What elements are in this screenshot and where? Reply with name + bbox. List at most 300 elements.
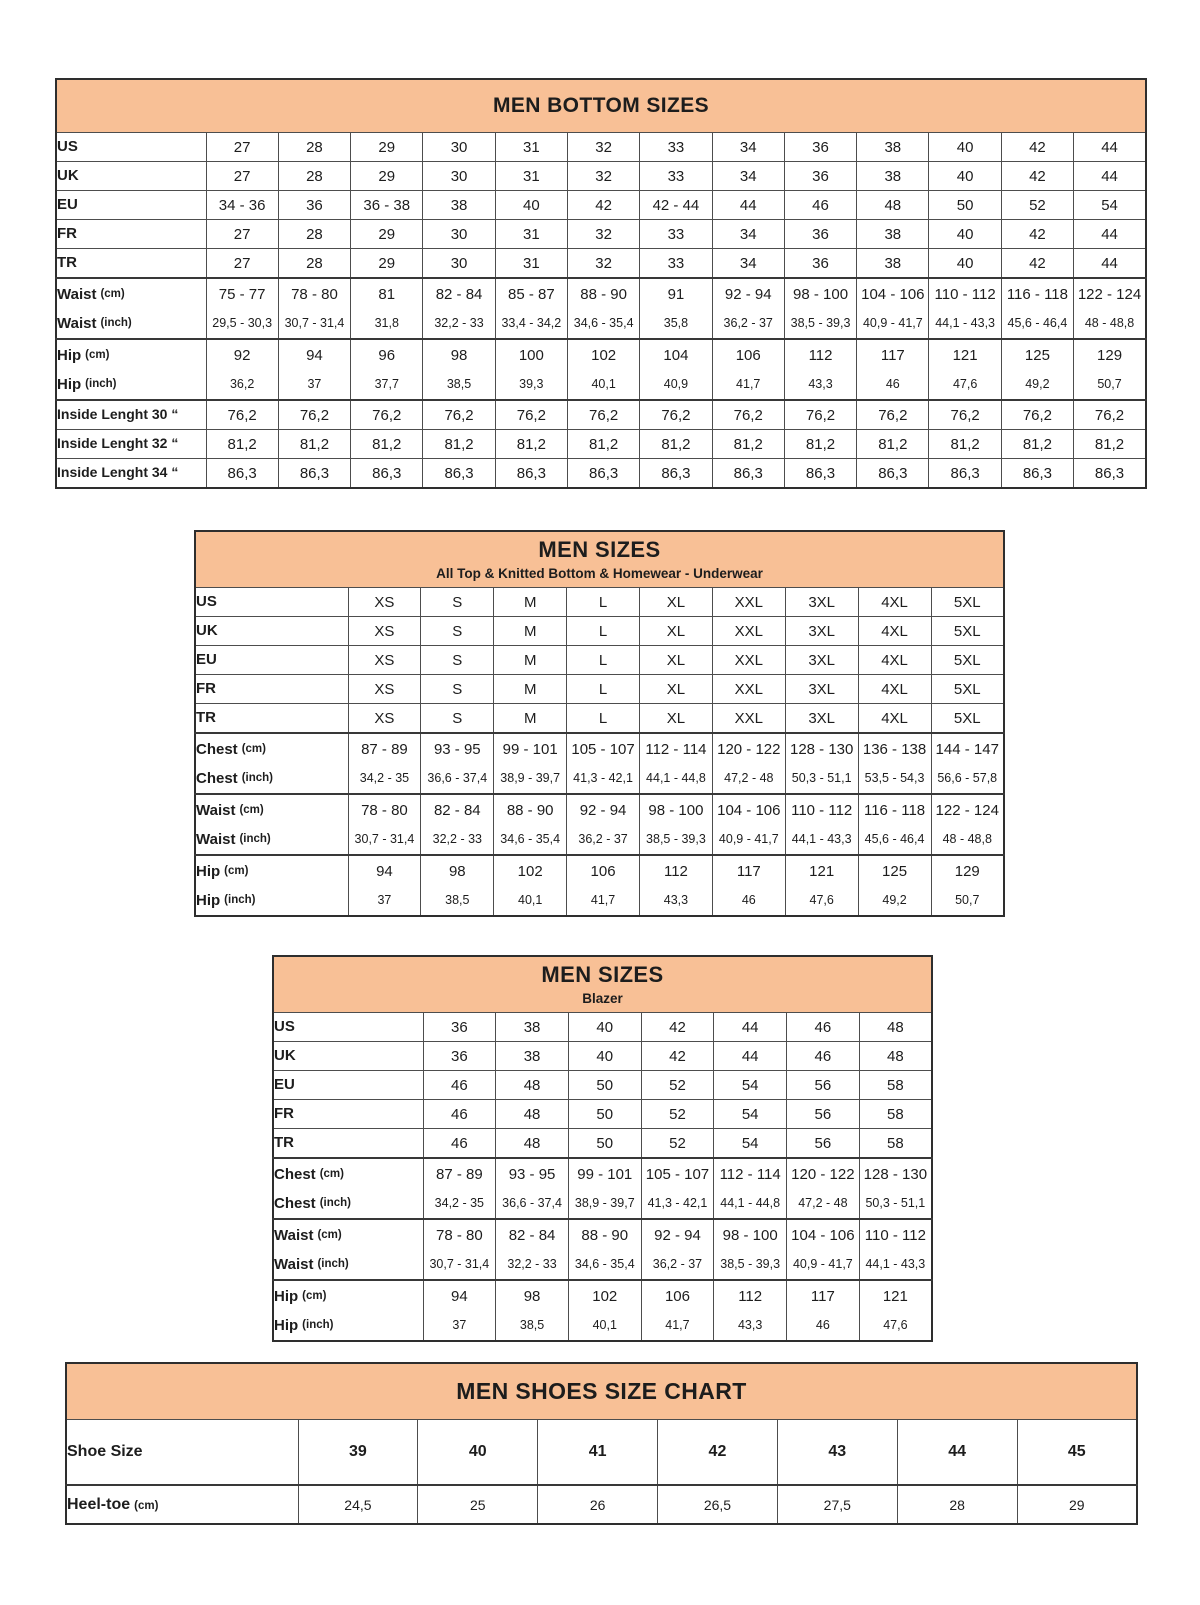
- size-cell: [421, 794, 494, 855]
- row-label-cell: [273, 1280, 423, 1341]
- size-cell: [858, 733, 931, 794]
- row-label: [196, 709, 348, 727]
- row-label-cell: [66, 1420, 298, 1486]
- size-value: 112: [738, 1287, 763, 1305]
- size-cell: [1074, 339, 1146, 400]
- size-cell: 42: [1001, 249, 1073, 279]
- table-row: [195, 794, 1004, 855]
- size-cell: [348, 855, 421, 916]
- size-cell: [785, 855, 858, 916]
- size-cell: 56: [787, 1129, 860, 1159]
- size-value: 40,9 - 41,7: [792, 1256, 853, 1271]
- size-value: 94: [376, 862, 393, 880]
- size-value: 36,2 - 37: [723, 315, 773, 330]
- row-label: [274, 1160, 423, 1189]
- size-value: 34,2 - 35: [434, 1195, 485, 1210]
- size-value: 128 - 130: [789, 740, 854, 758]
- size-value: 81: [378, 285, 396, 303]
- size-cell: 30: [423, 162, 495, 191]
- size-value: 50,7: [955, 892, 980, 907]
- size-value: 44,1 - 44,8: [720, 1195, 781, 1210]
- table-header-row: [56, 79, 1146, 133]
- size-value: 110 - 112: [791, 801, 853, 819]
- size-value: 37: [307, 376, 322, 391]
- row-label-unit: (inch): [85, 378, 117, 390]
- size-value: 53,5 - 54,3: [864, 770, 925, 785]
- size-value: 129: [1097, 346, 1123, 364]
- size-value: 38,9 - 39,7: [574, 1195, 635, 1210]
- size-value: 120 - 122: [791, 1165, 855, 1183]
- size-value: 92 - 94: [724, 285, 772, 303]
- size-cell: 48: [859, 1013, 932, 1042]
- row-label: [274, 1105, 423, 1123]
- size-value: 117: [810, 1287, 835, 1305]
- size-value: 45,6 - 46,4: [1007, 315, 1068, 330]
- size-value: 46: [815, 1317, 830, 1332]
- size-cell: 42: [1001, 133, 1073, 162]
- row-label-text: TR: [274, 1134, 294, 1151]
- size-cell: [714, 1219, 787, 1280]
- size-cell: 81,2: [278, 430, 350, 459]
- row-label-unit: (cm): [85, 349, 110, 361]
- size-value: 32,2 - 33: [432, 831, 482, 846]
- size-cell: [568, 1158, 641, 1219]
- size-value: 37: [377, 892, 392, 907]
- size-cell: L: [567, 646, 640, 675]
- size-value: 47,6: [809, 892, 834, 907]
- size-cell: 50: [568, 1071, 641, 1100]
- size-cell: 31: [495, 133, 567, 162]
- size-value: 102: [517, 862, 543, 880]
- size-value: 38,5: [446, 376, 472, 391]
- size-cell: 30: [423, 133, 495, 162]
- table-row: [273, 1219, 932, 1280]
- size-value: 47,6: [883, 1317, 908, 1332]
- row-label: [196, 796, 348, 825]
- men-shoes-size-chart-table: [65, 1362, 1138, 1525]
- size-cell: 86,3: [278, 459, 350, 489]
- size-cell: 42: [567, 191, 639, 220]
- table-header-row: [66, 1363, 1137, 1420]
- size-cell: XXL: [712, 675, 785, 704]
- table-title: MEN BOTTOM SIZES: [492, 94, 710, 118]
- row-label: [196, 593, 348, 611]
- table-row: [56, 220, 1146, 249]
- size-value: 44,1 - 43,3: [935, 315, 995, 330]
- size-cell: 81,2: [495, 430, 567, 459]
- size-cell: [348, 794, 421, 855]
- size-cell: 26: [538, 1485, 658, 1524]
- size-value: 30,7 - 31,4: [429, 1256, 490, 1271]
- size-cell: 30: [423, 220, 495, 249]
- size-cell: 36: [784, 249, 856, 279]
- row-label-cell: [56, 400, 206, 430]
- size-cell: 3XL: [785, 588, 858, 617]
- size-cell: 76,2: [1074, 400, 1146, 430]
- size-cell: 46: [423, 1129, 496, 1159]
- row-label: [57, 464, 206, 482]
- row-label: [67, 1496, 298, 1514]
- size-cell: [714, 1158, 787, 1219]
- size-value: 45,6 - 46,4: [864, 831, 925, 846]
- size-value: 50,3 - 51,1: [791, 770, 852, 785]
- size-cell: 31: [495, 220, 567, 249]
- size-value: 93 - 95: [433, 740, 481, 758]
- row-label-cell: [273, 1158, 423, 1219]
- size-cell: 28: [278, 220, 350, 249]
- size-value: 47,2 - 48: [724, 770, 774, 785]
- size-cell: [785, 733, 858, 794]
- row-label: [57, 309, 206, 338]
- size-cell: 86,3: [206, 459, 278, 489]
- size-cell: 3XL: [785, 646, 858, 675]
- size-table: [194, 530, 1005, 917]
- size-cell: [787, 1219, 860, 1280]
- row-label: [274, 1134, 423, 1152]
- size-value: 40,9 - 41,7: [862, 315, 923, 330]
- size-cell: [784, 339, 856, 400]
- size-cell: 40: [929, 249, 1001, 279]
- size-cell: 52: [1001, 191, 1073, 220]
- size-cell: [421, 855, 494, 916]
- size-cell: [858, 855, 931, 916]
- size-cell: 40: [929, 162, 1001, 191]
- size-value: 125: [1024, 346, 1050, 364]
- size-cell: 81,2: [929, 430, 1001, 459]
- size-value: 38,5 - 39,3: [646, 831, 706, 846]
- size-cell: [351, 278, 423, 339]
- size-cell: 5XL: [931, 704, 1004, 734]
- size-cell: [423, 1158, 496, 1219]
- size-cell: 81,2: [640, 430, 712, 459]
- size-cell: 33: [640, 249, 712, 279]
- size-cell: [714, 1280, 787, 1341]
- row-label: [274, 1311, 423, 1340]
- size-cell: 76,2: [567, 400, 639, 430]
- row-label-text: EU: [57, 196, 78, 213]
- row-label-cell: [56, 162, 206, 191]
- row-label-cell: [56, 430, 206, 459]
- row-label: [57, 280, 206, 309]
- size-value: 82 - 84: [433, 801, 481, 819]
- size-cell: 36: [784, 162, 856, 191]
- size-value: 117: [736, 862, 761, 880]
- size-cell: [787, 1158, 860, 1219]
- size-cell: [859, 1219, 932, 1280]
- table-row: [273, 1071, 932, 1100]
- row-label-text: EU: [196, 651, 217, 668]
- size-cell: [567, 794, 640, 855]
- size-value: 78 - 80: [361, 801, 408, 819]
- table-row: [56, 400, 1146, 430]
- size-cell: 81,2: [351, 430, 423, 459]
- size-value: 116 - 118: [863, 801, 926, 819]
- size-value: 136 - 138: [862, 740, 927, 758]
- row-label-cell: [273, 1071, 423, 1100]
- table-subtitle: Blazer: [582, 990, 623, 1006]
- row-label-cell: [273, 1129, 423, 1159]
- size-cell: M: [494, 617, 567, 646]
- size-value: 92 - 94: [654, 1226, 701, 1244]
- size-cell: L: [567, 675, 640, 704]
- row-label: [196, 735, 348, 764]
- size-value: 40,9 - 41,7: [718, 831, 779, 846]
- size-cell: 54: [714, 1100, 787, 1129]
- size-cell: 76,2: [929, 400, 1001, 430]
- size-cell: 42: [1001, 162, 1073, 191]
- size-cell: M: [494, 675, 567, 704]
- size-cell: 28: [278, 162, 350, 191]
- size-cell: 5XL: [931, 675, 1004, 704]
- row-label-text: US: [57, 138, 78, 155]
- size-cell: [1001, 339, 1073, 400]
- size-cell: 28: [278, 249, 350, 279]
- table-row: [195, 855, 1004, 916]
- size-cell: 27: [206, 162, 278, 191]
- size-cell: [787, 1280, 860, 1341]
- size-value: 40,1: [591, 376, 616, 391]
- size-cell: 50: [929, 191, 1001, 220]
- size-value: 99 - 101: [502, 740, 558, 758]
- size-value: 36,2 - 37: [652, 1256, 703, 1271]
- table-row: [273, 1129, 932, 1159]
- size-cell: 76,2: [351, 400, 423, 430]
- row-label-text: Inside Lenght 32 “: [57, 435, 179, 451]
- size-value: 50,3 - 51,1: [865, 1195, 926, 1210]
- size-value: 40,1: [592, 1317, 617, 1332]
- size-value: 40,9: [663, 376, 689, 391]
- size-value: 144 - 147: [935, 740, 999, 758]
- row-label: [274, 1282, 423, 1311]
- size-value: 92 - 94: [579, 801, 627, 819]
- row-label-unit: (cm): [134, 1499, 159, 1512]
- size-value: 106: [735, 346, 761, 364]
- row-label-text: Waist: [196, 830, 236, 848]
- row-label: [196, 886, 348, 915]
- size-cell: 4XL: [858, 617, 931, 646]
- row-label-text: TR: [196, 709, 216, 726]
- size-value: 102: [591, 346, 617, 364]
- size-value: 98: [450, 346, 468, 364]
- row-label-text: Hip: [57, 346, 82, 364]
- size-cell: 4XL: [858, 588, 931, 617]
- size-value: 48 - 48,8: [942, 831, 992, 846]
- size-value: 120 - 122: [717, 740, 781, 758]
- size-cell: 29: [351, 220, 423, 249]
- size-cell: 58: [859, 1100, 932, 1129]
- size-value: 112 - 114: [645, 740, 707, 758]
- size-value: 104 - 106: [717, 801, 781, 819]
- size-value: 32,2 - 33: [434, 315, 484, 330]
- size-table: [65, 1362, 1138, 1525]
- size-cell: M: [494, 588, 567, 617]
- size-cell: 3XL: [785, 675, 858, 704]
- table-row: [195, 617, 1004, 646]
- table-row: [195, 646, 1004, 675]
- size-cell: 38: [496, 1013, 569, 1042]
- row-label-text: FR: [274, 1105, 294, 1122]
- row-label-text: Hip: [196, 862, 221, 880]
- size-cell: [567, 278, 639, 339]
- size-cell: XXL: [712, 617, 785, 646]
- size-cell: 4XL: [858, 675, 931, 704]
- size-cell: 81,2: [857, 430, 929, 459]
- row-label-unit: (inch): [224, 894, 256, 906]
- row-label-text: UK: [274, 1047, 296, 1064]
- size-cell: 86,3: [495, 459, 567, 489]
- size-value: 102: [592, 1287, 618, 1305]
- size-cell: 76,2: [784, 400, 856, 430]
- size-cell: [496, 1280, 569, 1341]
- size-cell: [640, 733, 713, 794]
- row-label: [196, 825, 348, 854]
- size-value: 34,6 - 35,4: [573, 315, 634, 330]
- size-cell: 81,2: [206, 430, 278, 459]
- size-cell: [568, 1219, 641, 1280]
- size-cell: XL: [640, 617, 713, 646]
- size-cell: XS: [348, 617, 421, 646]
- size-cell: [423, 278, 495, 339]
- table-row: [56, 191, 1146, 220]
- table-row: [273, 1042, 932, 1071]
- size-cell: 44: [897, 1420, 1017, 1486]
- size-value: 82 - 84: [508, 1226, 556, 1244]
- size-cell: 34: [712, 249, 784, 279]
- size-cell: [931, 794, 1004, 855]
- row-label-cell: [56, 220, 206, 249]
- size-cell: 81,2: [423, 430, 495, 459]
- size-value: 30,7 - 31,4: [354, 831, 415, 846]
- size-cell: 44: [712, 191, 784, 220]
- table-title-cell: [66, 1363, 1137, 1420]
- row-label-cell: [66, 1485, 298, 1524]
- size-cell: 40: [929, 220, 1001, 249]
- size-cell: S: [421, 588, 494, 617]
- size-cell: [859, 1280, 932, 1341]
- row-label: [274, 1076, 423, 1094]
- size-value: 110 - 112: [864, 1226, 926, 1244]
- size-value: 121: [882, 1287, 908, 1305]
- size-cell: S: [421, 704, 494, 734]
- table-row: [56, 278, 1146, 339]
- row-label-unit: (cm): [319, 1168, 344, 1180]
- table-row: [195, 675, 1004, 704]
- size-cell: 42: [641, 1013, 714, 1042]
- size-cell: [859, 1158, 932, 1219]
- size-cell: 43: [777, 1420, 897, 1486]
- size-cell: 36: [423, 1013, 496, 1042]
- size-value: 43,3: [663, 892, 689, 907]
- size-cell: 4XL: [858, 704, 931, 734]
- row-label-text: Chest: [274, 1194, 316, 1212]
- size-cell: XS: [348, 704, 421, 734]
- size-value: 75 - 77: [218, 285, 266, 303]
- size-cell: 26,5: [658, 1485, 778, 1524]
- size-value: 94: [306, 346, 323, 364]
- size-value: 34,6 - 35,4: [574, 1256, 635, 1271]
- size-cell: [495, 339, 567, 400]
- size-value: 94: [451, 1287, 468, 1305]
- size-value: 44,1 - 43,3: [791, 831, 852, 846]
- size-cell: 76,2: [423, 400, 495, 430]
- size-value: 36,2 - 37: [578, 831, 628, 846]
- size-value: 78 - 80: [436, 1226, 483, 1244]
- table-row: [273, 1280, 932, 1341]
- size-cell: 31: [495, 162, 567, 191]
- table-row: [195, 704, 1004, 734]
- size-cell: S: [421, 617, 494, 646]
- row-label-unit: (inch): [100, 317, 132, 329]
- row-label-text: Waist: [196, 801, 236, 819]
- row-label-text: Shoe Size: [67, 1443, 143, 1460]
- size-cell: XL: [640, 646, 713, 675]
- size-value: 105 - 107: [571, 740, 635, 758]
- table-title: MEN SIZES: [538, 537, 661, 563]
- table-title-cell: [273, 956, 932, 1013]
- table-row: [273, 1100, 932, 1129]
- size-value: 46: [741, 892, 756, 907]
- row-label-unit: (cm): [302, 1290, 327, 1302]
- row-label-cell: [195, 794, 348, 855]
- table-row: [66, 1420, 1137, 1486]
- size-value: 122 - 124: [935, 801, 999, 819]
- row-label: [57, 196, 206, 214]
- size-cell: 56: [787, 1071, 860, 1100]
- size-cell: L: [567, 588, 640, 617]
- size-cell: 58: [859, 1129, 932, 1159]
- row-label: [57, 138, 206, 156]
- row-label-text: FR: [57, 225, 77, 242]
- row-label-cell: [195, 855, 348, 916]
- size-value: 88 - 90: [580, 285, 627, 303]
- size-cell: [423, 1219, 496, 1280]
- size-value: 88 - 90: [581, 1226, 629, 1244]
- row-label-text: Chest: [196, 769, 238, 787]
- size-cell: 40: [568, 1042, 641, 1071]
- size-value: 98 - 100: [648, 801, 704, 819]
- size-cell: [640, 855, 713, 916]
- row-label-text: Inside Lenght 34 “: [57, 464, 179, 480]
- size-cell: S: [421, 675, 494, 704]
- size-cell: 81,2: [784, 430, 856, 459]
- size-cell: 33: [640, 133, 712, 162]
- size-cell: 81,2: [567, 430, 639, 459]
- row-label: [67, 1443, 298, 1461]
- row-label-cell: [56, 133, 206, 162]
- size-value: 106: [590, 862, 616, 880]
- size-cell: 48: [496, 1071, 569, 1100]
- size-cell: 38: [857, 249, 929, 279]
- size-value: 43,3: [737, 1317, 763, 1332]
- row-label-unit: (inch): [239, 833, 271, 845]
- size-value: 104 - 106: [791, 1226, 855, 1244]
- size-cell: XS: [348, 588, 421, 617]
- size-cell: [929, 278, 1001, 339]
- size-cell: 48: [496, 1129, 569, 1159]
- size-value: 34,2 - 35: [359, 770, 410, 785]
- size-cell: 86,3: [784, 459, 856, 489]
- size-cell: 45: [1017, 1420, 1137, 1486]
- size-value: 31,8: [374, 315, 399, 330]
- size-value: 121: [952, 346, 978, 364]
- row-label-cell: [273, 1219, 423, 1280]
- size-cell: 86,3: [1074, 459, 1146, 489]
- row-label-text: US: [274, 1018, 295, 1035]
- size-value: 41,3 - 42,1: [647, 1195, 708, 1210]
- size-cell: [348, 733, 421, 794]
- row-label-cell: [195, 675, 348, 704]
- size-value: 98 - 100: [722, 1226, 778, 1244]
